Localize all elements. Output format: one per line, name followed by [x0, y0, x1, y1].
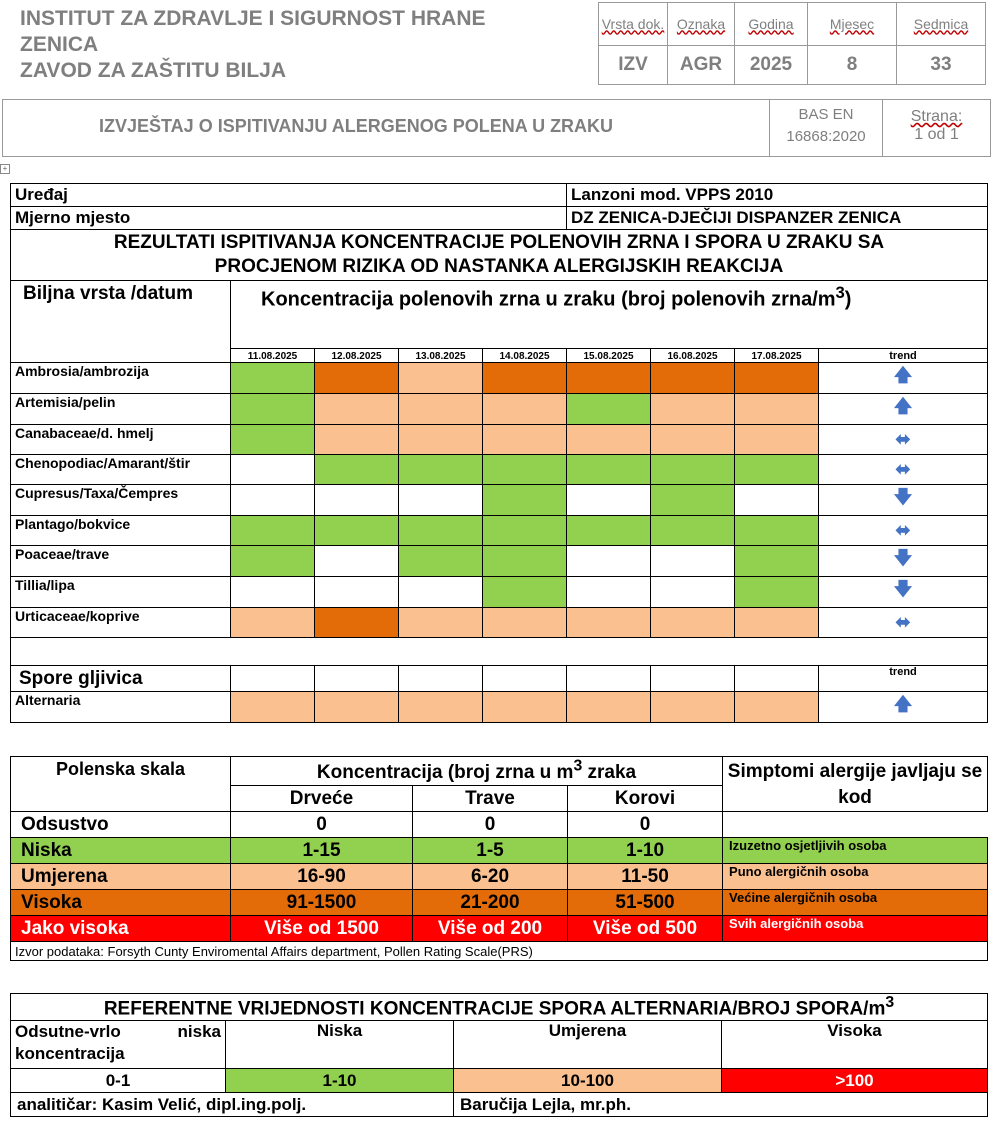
spores-header-cell	[231, 666, 315, 692]
concentration-cell	[735, 608, 819, 638]
plant-row	[11, 363, 988, 394]
concentration-cell	[651, 425, 735, 455]
spores-header-cell	[735, 666, 819, 692]
org-line-3: ZAVOD ZA ZAŠTITU BILJA	[20, 59, 286, 82]
concentration-cell	[315, 516, 399, 546]
scale-weeds: 51-500	[568, 890, 723, 916]
concentration-cell	[231, 425, 315, 455]
reference-title	[11, 994, 988, 1021]
concentration-cell	[735, 577, 819, 608]
concentration-cell	[315, 692, 399, 723]
concentration-cell	[651, 485, 735, 516]
trend-cell	[819, 394, 988, 425]
standard-line-2: 16868:2020	[786, 128, 866, 145]
date-header: 11.08.2025	[231, 349, 315, 363]
concentration-cell	[735, 485, 819, 516]
org-line-1: INSTITUT ZA ZDRAVLJE I SIGURNOST HRANE	[20, 7, 486, 30]
concentration-header-end: )	[844, 288, 852, 311]
reference-header-absent: Odsutne-vrlo niska koncentracija	[11, 1021, 226, 1069]
table-move-handle-icon[interactable]: +	[0, 164, 10, 174]
concentration-cell	[735, 455, 819, 485]
trend-cell	[819, 608, 988, 638]
symptoms-header: Simptomi alergije javljaju se kod	[723, 757, 988, 812]
reference-header-high: Visoka	[722, 1021, 988, 1069]
scale-row	[11, 890, 988, 916]
results-title	[11, 230, 988, 281]
concentration-cell	[567, 577, 651, 608]
meta-label-month: Mjesec	[808, 3, 897, 46]
trend-cell	[819, 516, 988, 546]
trend-cell	[819, 546, 988, 577]
meta-value-doc-type: IZV	[599, 46, 668, 85]
concentration-cell	[651, 546, 735, 577]
concentration-cell	[231, 692, 315, 723]
concentration-cell	[399, 363, 483, 394]
concentration-cell	[483, 692, 567, 723]
date-header: 14.08.2025	[483, 349, 567, 363]
reference-value-moderate: 10-100	[454, 1069, 722, 1093]
meta-label-week: Sedmica	[897, 3, 986, 46]
device-label: Uređaj	[11, 184, 567, 207]
scale-weeds: Više od 500	[568, 916, 723, 942]
plant-row	[11, 608, 988, 638]
organization-name	[20, 6, 486, 84]
concentration-cell	[315, 485, 399, 516]
reference-value-low: 1-10	[226, 1069, 454, 1093]
arrow-left-right-icon: ⬌	[895, 612, 911, 632]
plant-row	[11, 425, 988, 455]
concentration-cell	[567, 692, 651, 723]
scale-weeds: 1-10	[568, 838, 723, 864]
concentration-cell	[735, 394, 819, 425]
trend-header: trend	[819, 349, 988, 363]
concentration-cell	[735, 363, 819, 394]
concentration-cell	[315, 608, 399, 638]
scale-level: Niska	[11, 838, 231, 864]
scale-trees: 91-1500	[231, 890, 413, 916]
standard-ref	[769, 100, 883, 156]
concentration-cell	[735, 546, 819, 577]
reference-value-high: >100	[722, 1069, 988, 1093]
report-title: IZVJEŠTAJ O ISPITIVANJU ALERGENOG POLENA U ZRAKU	[99, 116, 614, 136]
spores-header: Spore gljivica	[11, 666, 231, 692]
spores-header-cell	[315, 666, 399, 692]
concentration-cell	[315, 455, 399, 485]
plant-row	[11, 577, 988, 608]
scale-grasses: Više od 200	[413, 916, 568, 942]
arrow-left-right-icon: ⬌	[895, 429, 911, 449]
scale-concentration-header	[231, 757, 723, 786]
scale-source: Izvor podataka: Forsyth Cunty Enviromental Affairs department, Pollen Rating Scale(PRS)	[11, 942, 988, 961]
scale-concentration-text: Koncentracija (broj zrna u m	[316, 762, 574, 784]
species-date-header: Biljna vrsta /datum	[11, 281, 231, 363]
reference-value-absent: 0-1	[11, 1069, 226, 1093]
plant-row-name: Artemisia/pelin	[11, 394, 231, 425]
concentration-cell	[231, 455, 315, 485]
concentration-cell	[651, 577, 735, 608]
concentration-cell	[567, 455, 651, 485]
concentration-header-sup: 3	[835, 283, 845, 302]
concentration-cell	[231, 485, 315, 516]
concentration-cell	[567, 608, 651, 638]
concentration-cell	[231, 363, 315, 394]
analyst-2: Baručija Lejla, mr.ph.	[454, 1093, 988, 1117]
plant-row	[11, 546, 988, 577]
concentration-cell	[567, 363, 651, 394]
concentration-cell	[735, 425, 819, 455]
scale-weeds: 0	[568, 812, 723, 838]
scale-row	[11, 838, 988, 864]
page-label: Strana:	[910, 108, 963, 125]
empty-separator-row	[11, 638, 988, 666]
concentration-cell	[567, 546, 651, 577]
scale-row	[11, 916, 988, 942]
reference-header-moderate: Umjerena	[454, 1021, 722, 1069]
concentration-cell	[651, 516, 735, 546]
concentration-cell	[231, 516, 315, 546]
spore-row-name: Alternaria	[11, 692, 231, 723]
document-meta-table	[598, 2, 986, 85]
concentration-cell	[651, 363, 735, 394]
org-line-2: ZENICA	[20, 33, 99, 56]
spore-row	[11, 692, 988, 723]
arrow-up-icon: 🡅	[893, 694, 913, 714]
scale-row	[11, 864, 988, 890]
scale-concentration-end: zraka	[582, 762, 637, 784]
concentration-cell	[483, 516, 567, 546]
arrow-down-icon: 🡇	[893, 579, 913, 599]
arrow-left-right-icon: ⬌	[895, 459, 911, 479]
page-number	[883, 100, 990, 156]
scale-level: Odsustvo	[11, 812, 231, 838]
scale-symptoms: Izuzetno osjetljivih osoba	[723, 838, 988, 864]
concentration-cell	[399, 692, 483, 723]
concentration-cell	[735, 516, 819, 546]
arrow-down-icon: 🡇	[893, 487, 913, 507]
concentration-cell	[399, 455, 483, 485]
scale-grasses: 21-200	[413, 890, 568, 916]
concentration-cell	[483, 608, 567, 638]
concentration-cell	[399, 577, 483, 608]
plant-row-name: Tillia/lipa	[11, 577, 231, 608]
standard-line-1: BAS EN	[798, 106, 854, 123]
scale-level: Jako visoka	[11, 916, 231, 942]
concentration-cell	[399, 394, 483, 425]
scale-trees: 0	[231, 812, 413, 838]
concentration-cell	[483, 425, 567, 455]
plant-row-name: Poaceae/trave	[11, 546, 231, 577]
plant-row-name: Canabaceae/d. hmelj	[11, 425, 231, 455]
plant-row-name: Ambrosia/ambrozija	[11, 363, 231, 394]
concentration-cell	[399, 608, 483, 638]
column-grasses: Trave	[413, 786, 568, 812]
concentration-cell	[315, 394, 399, 425]
reference-header-low: Niska	[226, 1021, 454, 1069]
concentration-cell	[231, 546, 315, 577]
trend-cell	[819, 455, 988, 485]
date-header: 13.08.2025	[399, 349, 483, 363]
spores-header-cell	[483, 666, 567, 692]
concentration-cell	[315, 425, 399, 455]
plant-row-name: Cupresus/Taxa/Čempres	[11, 485, 231, 516]
concentration-cell	[315, 546, 399, 577]
concentration-cell	[567, 394, 651, 425]
scale-row	[11, 812, 988, 838]
concentration-cell	[735, 692, 819, 723]
concentration-cell	[399, 546, 483, 577]
plant-row-name: Urticaceae/koprive	[11, 608, 231, 638]
arrow-left-right-icon: ⬌	[895, 520, 911, 540]
arrow-up-icon: 🡅	[893, 396, 913, 416]
analyst-1: analitičar: Kasim Velić, dipl.ing.polj.	[11, 1093, 454, 1117]
concentration-cell	[231, 608, 315, 638]
plant-row	[11, 394, 988, 425]
concentration-cell	[231, 394, 315, 425]
scale-level: Visoka	[11, 890, 231, 916]
meta-value-code: AGR	[668, 46, 735, 85]
concentration-cell	[651, 608, 735, 638]
meta-value-week: 33	[897, 46, 986, 85]
concentration-cell	[651, 455, 735, 485]
column-weeds: Korovi	[568, 786, 723, 812]
concentration-cell	[483, 546, 567, 577]
concentration-cell	[651, 692, 735, 723]
scale-grasses: 0	[413, 812, 568, 838]
spores-header-cell	[399, 666, 483, 692]
alternaria-reference-table	[10, 993, 988, 1117]
plant-row	[11, 485, 988, 516]
scale-symptoms: Većine alergičnih osoba	[723, 890, 988, 916]
scale-trees: 1-15	[231, 838, 413, 864]
scale-grasses: 1-5	[413, 838, 568, 864]
reference-title-text: REFERENTNE VRIJEDNOSTI KONCENTRACIJE SPORA ALTERNARIA/BROJ SPORA/m	[103, 998, 886, 1020]
concentration-cell	[483, 485, 567, 516]
scale-trees: Više od 1500	[231, 916, 413, 942]
trend-cell	[819, 363, 988, 394]
pollen-scale-table	[10, 756, 988, 961]
location-value: DZ ZENICA-DJEČIJI DISPANZER ZENICA	[567, 207, 988, 230]
device-value: Lanzoni mod. VPPS 2010	[567, 184, 988, 207]
scale-symptoms: Puno alergičnih osoba	[723, 864, 988, 890]
date-header: 12.08.2025	[315, 349, 399, 363]
scale-symptoms: Svih alergičnih osoba	[723, 916, 988, 942]
concentration-cell	[567, 485, 651, 516]
spores-trend-header: trend	[819, 666, 988, 692]
results-title-line-2: PROCJENOM RIZIKA OD NASTANKA ALERGIJSKIH REAKCIJA	[214, 256, 784, 277]
meta-label-year: Godina	[735, 3, 808, 46]
plant-row	[11, 516, 988, 546]
page-value: 1 od 1	[914, 126, 959, 143]
scale-weeds: 11-50	[568, 864, 723, 890]
meta-value-month: 8	[808, 46, 897, 85]
trend-cell	[819, 485, 988, 516]
concentration-cell	[315, 363, 399, 394]
concentration-cell	[483, 363, 567, 394]
scale-title: Polenska skala	[11, 757, 231, 812]
date-header: 15.08.2025	[567, 349, 651, 363]
trend-cell	[819, 425, 988, 455]
results-title-line-1: REZULTATI ISPITIVANJA KONCENTRACIJE POLENOVIH ZRNA I SPORA U ZRAKU SA	[113, 232, 885, 253]
plant-row-name: Chenopodiac/Amarant/štir	[11, 455, 231, 485]
plant-row-name: Plantago/bokvice	[11, 516, 231, 546]
date-header: 17.08.2025	[735, 349, 819, 363]
meta-value-year: 2025	[735, 46, 808, 85]
column-trees: Drveće	[231, 786, 413, 812]
concentration-cell	[483, 394, 567, 425]
results-table	[10, 183, 988, 723]
meta-label-doc-type: Vrsta dok.	[599, 3, 668, 46]
plant-row	[11, 455, 988, 485]
concentration-cell	[483, 455, 567, 485]
meta-label-code: Oznaka	[668, 3, 735, 46]
trend-cell	[819, 692, 988, 723]
date-header: 16.08.2025	[651, 349, 735, 363]
scale-concentration-sup: 3	[573, 757, 583, 775]
concentration-cell	[399, 425, 483, 455]
concentration-cell	[567, 516, 651, 546]
arrow-up-icon: 🡅	[893, 365, 913, 385]
spores-header-cell	[567, 666, 651, 692]
concentration-cell	[231, 577, 315, 608]
location-label: Mjerno mjesto	[11, 207, 567, 230]
concentration-cell	[315, 577, 399, 608]
arrow-down-icon: 🡇	[893, 548, 913, 568]
scale-trees: 16-90	[231, 864, 413, 890]
concentration-cell	[399, 516, 483, 546]
spores-header-cell	[651, 666, 735, 692]
concentration-header-text: Koncentracija polenovih zrna u zraku (broj polenovih zrna/m	[261, 288, 836, 311]
reference-title-sup: 3	[885, 994, 895, 1011]
concentration-cell	[399, 485, 483, 516]
scale-grasses: 6-20	[413, 864, 568, 890]
scale-level: Umjerena	[11, 864, 231, 890]
concentration-cell	[651, 394, 735, 425]
report-title-box	[2, 99, 991, 157]
concentration-header	[231, 281, 988, 349]
concentration-cell	[483, 577, 567, 608]
trend-cell	[819, 577, 988, 608]
concentration-cell	[567, 425, 651, 455]
